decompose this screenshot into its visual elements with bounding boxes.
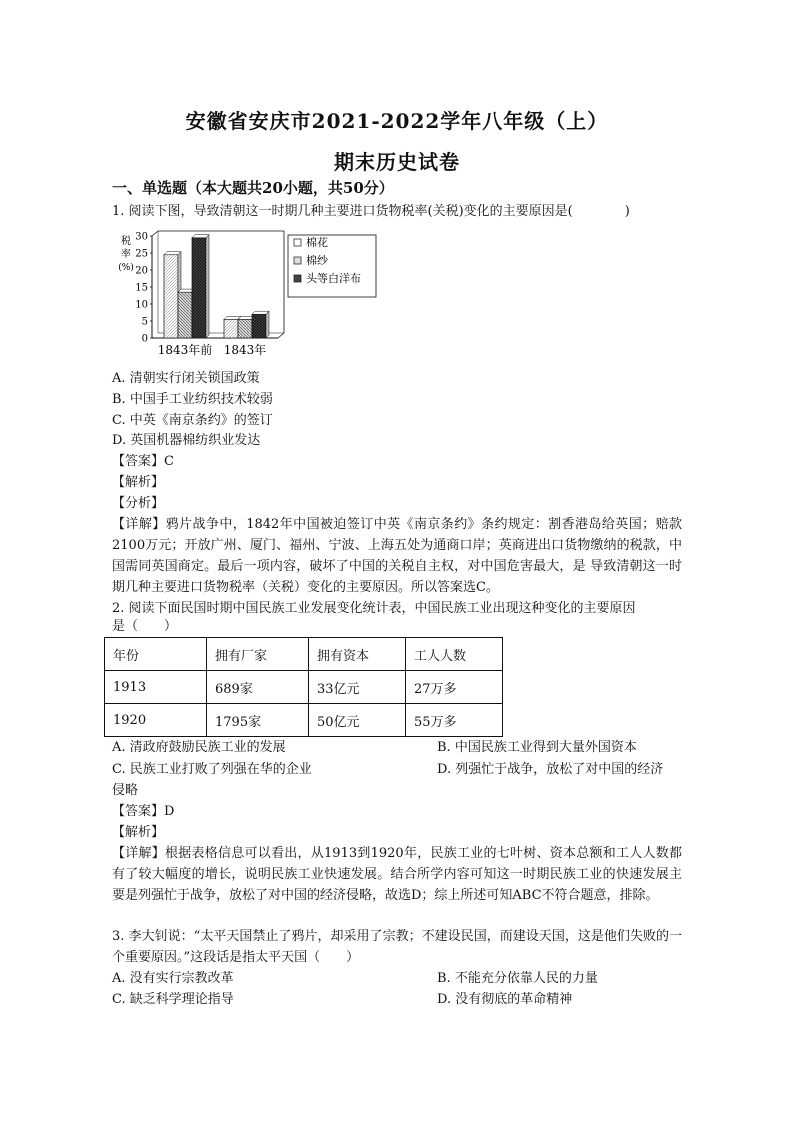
table-cell: 33亿元 bbox=[309, 671, 406, 704]
bar-头等白洋布 bbox=[252, 314, 266, 338]
bar-side bbox=[206, 235, 209, 338]
tariff-bar-chart bbox=[114, 228, 294, 363]
question-1-option-b: B. 中国手工业纺织技术较弱 bbox=[112, 392, 273, 407]
chart-legend bbox=[288, 235, 378, 299]
y-tick-label: 30 bbox=[135, 231, 148, 243]
question-1-detail: 【详解】鸦片战争中，1842年中国被迫签订中英《南京条约》条约规定：割香港岛给英国；赔款2100万元；开放广州、厦门、福州、宁波、上海五处为通商口岸；英商进出口货物缴纳的税款，中国需同英国商定。最后一项内容，破坏了中国的关税自主权，对中国危害最大，是 导致清朝这一时期几种主要进口货物税率（关税）变化的主要原因。所以答案选C。 bbox=[112, 517, 682, 595]
table-header-row bbox=[105, 638, 503, 671]
question-3-option-d: D. 没有彻底的革命精神 bbox=[437, 992, 573, 1007]
legend-swatch bbox=[294, 239, 301, 246]
table-header-cell: 工人人数 bbox=[406, 638, 503, 671]
question-1-option-d: D. 英国机器棉纺织业发达 bbox=[112, 433, 261, 448]
question-3-option-c: C. 缺乏科学理论指导 bbox=[112, 992, 234, 1007]
table-cell: 27万多 bbox=[406, 671, 503, 704]
table-header-cell: 年份 bbox=[105, 638, 207, 671]
table-cell: 55万多 bbox=[406, 704, 503, 737]
question-1-option-c: C. 中英《南京条约》的签订 bbox=[112, 413, 273, 428]
section-heading: 一、单选题（本大题共20小题，共50分） bbox=[112, 179, 394, 197]
y-axis-label-char: 税 bbox=[121, 236, 131, 247]
bar-棉纱 bbox=[238, 319, 252, 338]
industry-stat-table bbox=[104, 637, 503, 737]
question-2-answer: 【答案】D bbox=[112, 804, 175, 819]
bar-棉花 bbox=[164, 255, 178, 338]
exam-title: 安徽省安庆市2021-2022学年八年级（上） bbox=[185, 109, 609, 133]
question-2-option-a: A. 清政府鼓励民族工业的发展 bbox=[112, 740, 286, 755]
bar-棉纱 bbox=[178, 292, 192, 338]
question-2-stem-cont: 是（ ） bbox=[112, 619, 178, 634]
legend-swatch bbox=[294, 275, 301, 282]
question-2-detail: 【详解】根据表格信息可以看出，从1913到1920年，民族工业的七叶树、资本总额和工人人数都有了较大幅度的增长，说明民族工业快速发展。结合所学内容可知这一时期民族工业的快速发展主要是列强忙于战争，放松了对中国的经济侵略，故选D；综上所述可知ABC不符合题意，排除。 bbox=[112, 846, 682, 903]
y-tick-label: 5 bbox=[141, 316, 148, 328]
question-1-jiexi: 【解析】 bbox=[112, 475, 165, 490]
y-tick-label: 0 bbox=[141, 333, 148, 345]
legend-label: 棉纱 bbox=[306, 254, 328, 267]
question-3-stem: 3. 李大钊说：“太平天国禁止了鸦片，却采用了宗教；不建设民国，而建设天国，这是他们失败的一个重要原因。”这段话是指太平天国（ ） bbox=[112, 929, 682, 965]
x-tick-label: 1843年 bbox=[223, 343, 267, 357]
table-row bbox=[105, 704, 503, 737]
table-cell: 1913 bbox=[105, 671, 207, 704]
legend-swatch bbox=[294, 257, 301, 264]
y-tick-label: 15 bbox=[135, 282, 148, 294]
question-3-option-a: A. 没有实行宗教改革 bbox=[112, 971, 234, 986]
bar-棉花 bbox=[224, 319, 238, 338]
table-header-cell: 拥有厂家 bbox=[207, 638, 309, 671]
x-tick-label: 1843年前 bbox=[157, 343, 213, 357]
legend-label: 棉花 bbox=[306, 236, 328, 249]
question-1-stem: 1. 阅读下图，导致清朝这一时期几种主要进口货物税率(关税)变化的主要原因是( ) bbox=[112, 204, 630, 219]
question-2-jiexi: 【解析】 bbox=[112, 825, 165, 840]
question-2-option-d: D. 列强忙于战争，放松了对中国的经济 bbox=[437, 762, 664, 777]
y-axis-label-unit: (%) bbox=[118, 263, 134, 273]
frame-edge bbox=[278, 333, 284, 338]
y-axis-label-char: 率 bbox=[121, 249, 131, 260]
y-tick-label: 20 bbox=[135, 265, 148, 277]
table-header-cell: 拥有资本 bbox=[309, 638, 406, 671]
y-tick-label: 10 bbox=[135, 299, 148, 311]
exam-subtitle: 期末历史试卷 bbox=[334, 150, 460, 174]
table-cell: 1795家 bbox=[207, 704, 309, 737]
table-cell: 50亿元 bbox=[309, 704, 406, 737]
question-2-option-d-cont: 侵略 bbox=[112, 783, 139, 798]
question-1-fenxi: 【分析】 bbox=[112, 496, 165, 511]
legend-label: 头等白洋布 bbox=[306, 272, 361, 285]
bar-side bbox=[266, 311, 269, 338]
question-2-option-c: C. 民族工业打败了列强在华的企业 bbox=[112, 762, 312, 777]
table-cell: 1920 bbox=[105, 704, 207, 737]
question-1-option-a: A. 清朝实行闭关锁国政策 bbox=[112, 371, 260, 386]
bar-头等白洋布 bbox=[192, 238, 206, 338]
frame-edge bbox=[152, 231, 158, 236]
question-2-stem: 2. 阅读下面民国时期中国民族工业发展变化统计表，中国民族工业出现这种变化的主要原因 bbox=[112, 601, 636, 616]
question-3-option-b: B. 不能充分依靠人民的力量 bbox=[437, 971, 598, 986]
question-1-answer: 【答案】C bbox=[112, 454, 174, 469]
y-tick-label: 25 bbox=[135, 248, 148, 260]
table-cell: 689家 bbox=[207, 671, 309, 704]
question-2-option-b: B. 中国民族工业得到大量外国资本 bbox=[437, 740, 637, 755]
table-row bbox=[105, 671, 503, 704]
